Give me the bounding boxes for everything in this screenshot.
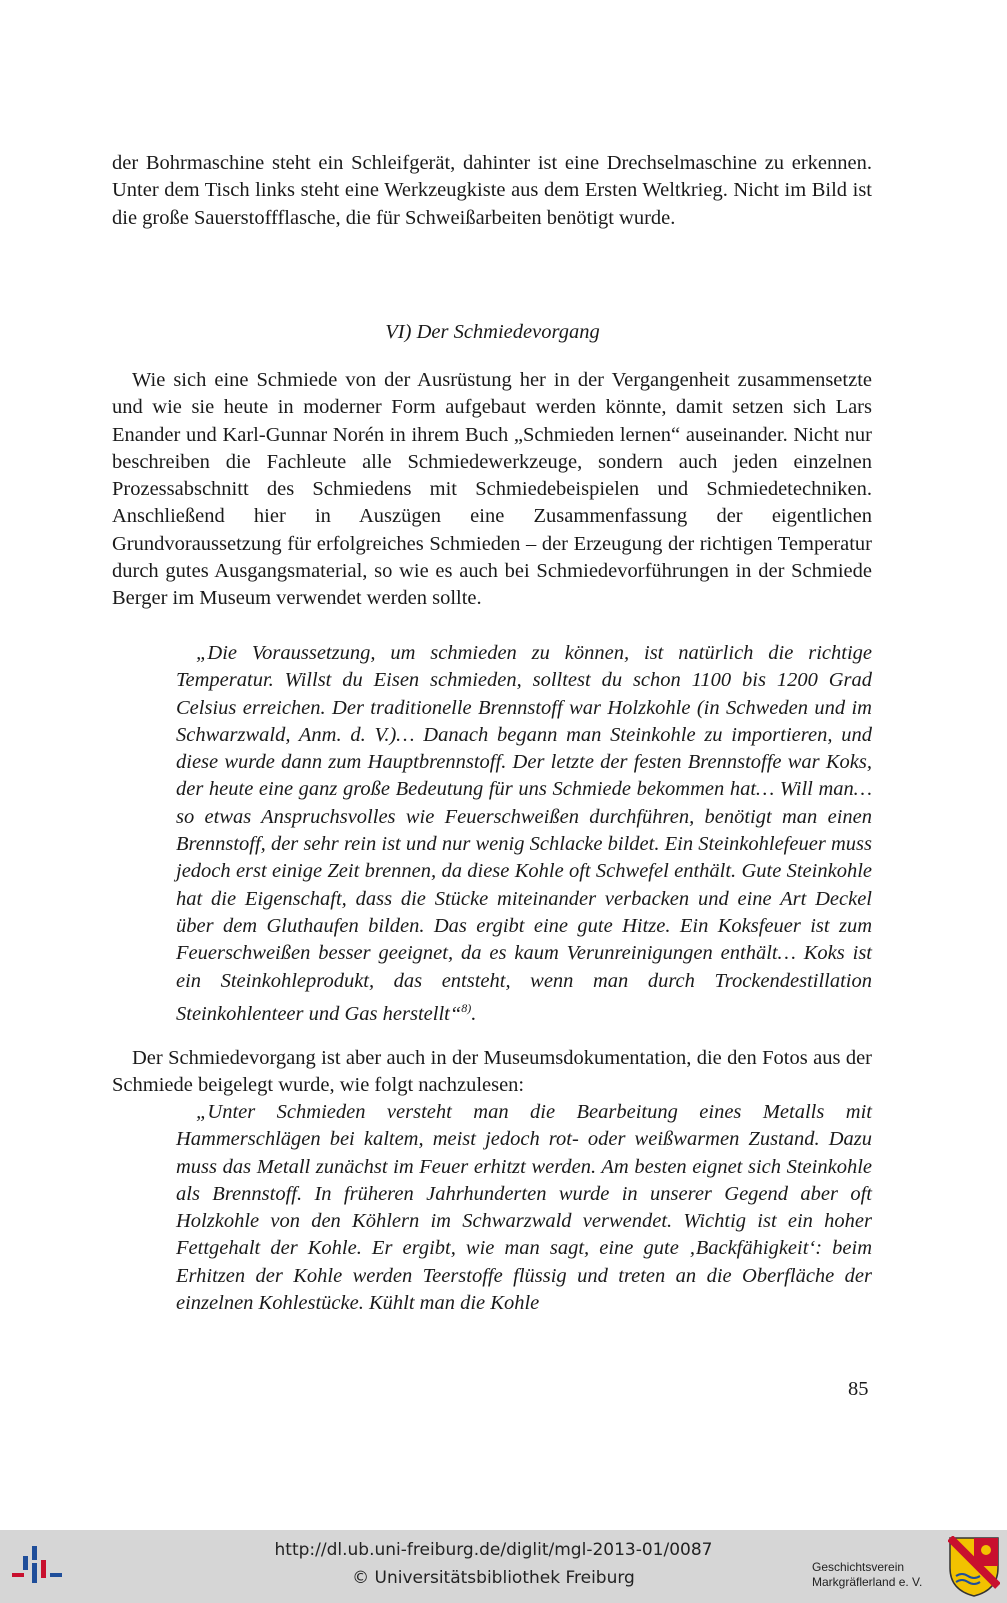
section-heading: VI) Der Schmiedevorgang <box>385 321 600 343</box>
footer-bar <box>0 1530 1007 1603</box>
coat-of-arms-icon <box>948 1536 1000 1598</box>
paragraph-museum: Der Schmiedevorgang ist aber auch in der Museumsdokumentation, die den Fotos aus der Schmiede beigelegt wurde, wie folgt nachzulesen: <box>112 1047 872 1097</box>
society-line-2: Markgräflerland e. V. <box>812 1575 923 1589</box>
quote-text: „Die Voraussetzung, um schmieden zu können, ist natürlich die richtige Temperatur. Willst du Eisen schmieden, solltest du schon 1100 bis 1200 Grad Celsius erreichen. Der traditionelle Brennstoff war Holzkohle (in Schweden und im Schwarzwald, Anm. d. V.)… Danach begann man Steinkohle zu importieren, und diese wurde dann zum Hauptbrennstoff. Der letzte der festen Brennstoffe war Koks, der heute eine ganz große Bedeutung für uns Schmiede bekommen hat… Will man… so etwas Anspruchsvolles wie Feuerschweißen durchführen, benötigt man einen Brennstoff, der sehr rein ist und nur wenig Schlacke bildet. Ein Steinkohlefeuer muss jedoch erst einige Zeit brennen, da diese Kohle oft Schwefel enthält. Gute Steinkohle hat die Eigenschaft, dass die Stücke miteinander verbacken und eine Art Deckel über dem Gluthaufen bilden. Das ergibt eine gute Hitze. Ein Koksfeuer ist zum Feuerschweißen besser geeignet, da es kaum Verunreinigungen enthält… Koks ist ein Steinkohleprodukt, das entsteht, wenn man durch Trockendestillation Steinkohlenteer und Gas herstellt“ <box>176 642 872 1025</box>
footer-url[interactable]: http://dl.ub.uni-freiburg.de/diglit/mgl-2013-01/0087 <box>274 1540 713 1560</box>
footer-copyright: © Universitätsbibliothek Freiburg <box>352 1568 635 1588</box>
page-number: 85 <box>848 1378 869 1400</box>
quote-enander-noren <box>176 640 872 1028</box>
footnote-marker: 8) <box>461 1000 472 1015</box>
society-line-1: Geschichtsverein <box>812 1560 905 1574</box>
society-name <box>812 1560 952 1590</box>
paragraph-intro: der Bohrmaschine steht ein Schleifgerät, dahinter ist eine Drechselmaschine zu erkennen. Unter dem Tisch links steht eine Werkzeugkiste aus dem Ersten Weltkrieg. Nicht im Bild ist die große Sauerstoffflasche, die für Schweißarbeiten benötigt wurde. <box>112 152 872 229</box>
quote-museum-documentation: „Unter Schmieden versteht man die Bearbeitung eines Metalls mit Hammerschlägen bei kaltem, meist jedoch rot- oder weißwarmen Zustand. Dazu muss das Metall zunächst im Feuer erhitzt werden. Am besten eignet sich Steinkohle als Brennstoff. In früheren Jahrhunderten wurde in unserer Gegend aber oft Holzkohle von den Köhlern im Schwarzwald verwendet. Wichtig ist ein hoher Fettgehalt der Kohle. Er ergibt, wie man sagt, eine gute ‚Backfähigkeit‘: beim Erhitzen der Kohle werden Teerstoffe flüssig und treten an die Oberfläche der einzelnen Kohlestücke. Kühlt man die Kohle <box>176 1101 872 1315</box>
quote-end: . <box>471 1002 477 1025</box>
paragraph-main: Wie sich eine Schmiede von der Ausrüstung her in der Vergangenheit zusammensetzte und wie sie heute in moderner Form aufgebaut werden könnte, damit setzen sich Lars Enander und Karl-Gunnar Norén in ihrem Buch „Schmieden lernen“ auseinander. Nicht nur beschreiben die Fachleute alle Schmiedewerkzeuge, sondern auch jeden einzelnen Prozessabschnitt des Schmiedens mit Schmiedebeispielen und Schmiedetechniken. Anschließend hier in Auszügen eine Zusammenfassung der eigentlichen Grundvoraussetzung für erfolgreiches Schmieden – der Erzeugung der richtigen Temperatur durch gutes Ausgangsmaterial, so wie es auch bei Schmiedevorführungen in der Schmiede Berger im Museum verwendet werden sollte. <box>112 369 872 610</box>
